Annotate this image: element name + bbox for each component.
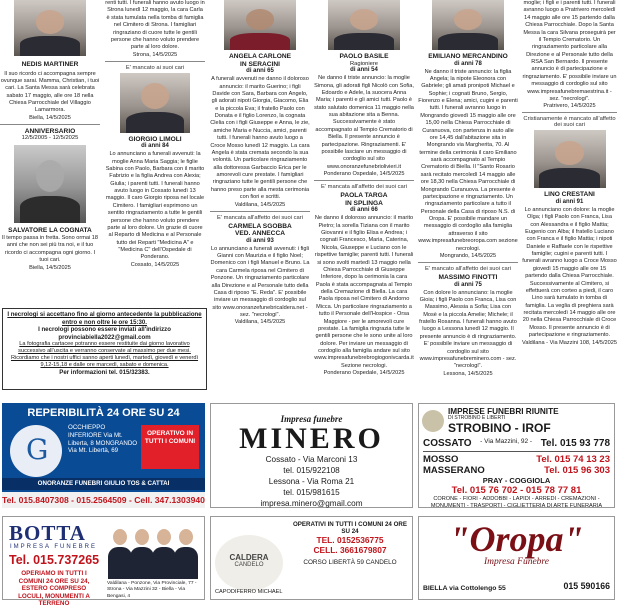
obituary-signature: Valdilana - Via Mazzini 108, 14/5/2025 [522, 339, 617, 346]
ad-strobino-irof[interactable] [418, 403, 615, 508]
anniversary-heading: ANNIVERSARIO [24, 127, 76, 135]
obituary-text: Ne danno il doloroso annuncio: il marito Pietro; la sorella Tiziana con il marito Giovanni e il figlio Elisa e Andrea; i cognati Francesco, Maria, Caterina, Nicola, Giuseppe e Luciano con le rispettive famiglie; parenti tutti. I funerali si sono svolti martedì 13 maggio nella Chiesa Parrocchiale di Giuseppe Inferiore, dopo la cerimonia la cara Paola è stata accompagnata al Tempio della Cremazione di Biella. La cara Paola riposa nel Cimitero di Andorno Micca. Un particolare ringraziamento a tutto il Personale dell'Hospice - Orsa Maggiore - per le amorevoli cure prestate. La famiglia ringrazia tutte le gentili persone che le sono unite al loro dolore. Per inviare un messaggio di cordoglio alla famiglia andare sul sito www.impresafunebrebrogiogonivcarda.it Sezione necrologi. [314, 215, 414, 369]
ad-address: Lessona - Via Roma 21 [268, 477, 355, 487]
portrait-photo [120, 73, 190, 133]
obituary-signature: Strona, 14/5/2025 [132, 51, 178, 58]
ad-address: Valdilana - Ponzone, Via Provinciale, 77 - Strona - Via Mazzini 32 - Biella - Via Bengasi, 4 [107, 581, 197, 599]
obituary-text: Lo annunciano a funerali avvenuti: i figli Gianni con Maurizia e il figlio Noel; Domenico con i figli Manuel e Bruno. La cara Carmela riposa nel Cimitero di Ponzone. Un ringraziamento particolare alla Direzione e al Personale tutto della Casa di riposo "E. Reda". E' possibile inviare un messaggio di cordoglio sul sito www.onoranzefunebricaldera.net - sez. "necrologi". [210, 245, 310, 319]
obituary-column-1 [0, 0, 100, 273]
deceased-age: di anni 75 [454, 281, 482, 288]
obituary-column-2 [105, 0, 205, 270]
obituary-signature: Ponderano Ospedale, 14/5/2025 [323, 171, 405, 178]
ad-services: CORONE - FIORI - ADDOBBI - LAPIDI - ARREDI - CREMAZIONI - MONUMENTI - TRASPORTI - CIGLIETTERIA DI ARTE FUNERARIA [430, 495, 603, 509]
divider [423, 451, 610, 452]
portrait-photo [432, 0, 504, 50]
deceased-name: PAOLA TARGA [340, 192, 388, 200]
ad-address: CORSO LIBERTÀ 59 CANDELO [303, 559, 397, 567]
notice-email: I necrologi possono essere inviati all'indirizzo provinciabiella2022@gmail.com [38, 326, 171, 341]
portrait-photo [224, 0, 296, 50]
ad-botta[interactable] [2, 516, 205, 608]
deceased-age: di anni 78 [454, 60, 482, 67]
obituary-header: E' mancato all'affetto dei suoi cari [425, 265, 511, 272]
ad-badge: OPERATIVO IN TUTTI I COMUNI [141, 425, 199, 469]
obituary-signature: Mongrando, 14/5/2025 [439, 252, 497, 259]
obituary-text: renti tutti. I funerali hanno avuto luogo in Strona lunedì 12 maggio, la cara Carla è stata tumulata nella tomba di famiglia nel Cimitero di Strona. I famigliari ringraziano di cuore tutte le gentili persone che hanno voluto prendere parte al loro dolore. [105, 0, 205, 51]
ad-subtitle: IMPRESA FUNEBRE [10, 544, 98, 550]
deceased-name: MASSIMO FINOTTI [438, 273, 498, 281]
ad-headline: IMPRESE FUNEBRI RIUNITE DI STROBINO E LIBERTI [448, 407, 559, 422]
obituary-text: Ne danno il triste annuncio: la figlia Angela; la nipote Eleonora con Gabriele; gli amati pronipoti Michael e Sophie; i cognati Bruno, Sergio, Fiorenzo e Elena; amici, cugini e parenti tutti. I funerali avranno luogo in Mongrando giovedì 15 maggio alle ore 15,00 nella Chiesa Parrocchiale di Curanuova, con partenza in auto alle ore 14,45 dall'abitazione sita in Mongrando via Margherita, 70. Al termine della cerimonia il caro Emiliano sarà accompagnato al Tempio Crematorio di Biella. Il "Santo Rosario sarà recitato mercoledì 14 maggio alle ore 18,30 nella Chiesa Parrocchiale di Mongrando Curanuova. La presente è partecipazione e ringraziamento. Un ringraziamento particolare a tutto il Personale della Casa di riposo N.S. di Oropa. E' possibile mandare un messaggio di cordoglio alla famiglia attraverso il sito www.impresafunebreoropa.com sezione necrologi. [418, 68, 518, 252]
deceased-age: di anni 65 [246, 68, 274, 75]
ad-oropa[interactable] [418, 516, 615, 600]
obituary-text: Il tempo passa in fretta. Sono ormai 18 anni che non sei più tra noi, e il tuo ricordo ci accompagna ogni giorno. I tuoi cari. [1, 235, 99, 264]
ad-phone: 015 590166 [563, 581, 610, 591]
obituary-signature: Ponderano Ospedale, 14/5/2025 [323, 370, 405, 377]
staff-photo [107, 523, 201, 579]
ad-owner: CAPODIFERRO MICHAEL [215, 589, 283, 595]
notice-phone: Per informazioni tel. 015/32383. [59, 369, 150, 377]
deceased-name: CARMELA SGOBBA [228, 222, 292, 230]
obituary-text: Ne danno il triste annuncio: la moglie Simona, gli adorati figli Nicolò con Sofia, Edoardo e Adele, la suocera Anna Maria; i parenti e gli amici tutti. Paolo è stato salutato domenica 11 maggio nella sua abitazione sita a Benna. Successivamente è stato accompagnato al Tempio Crematorio di Biella. Il presente annuncio è partecipazione. Ringraziamenti. E' possibile lasciare un messaggio di cordoglio sul sito www.onoranzefunebriolivieri.it [314, 75, 414, 170]
deceased-age: di anni 54 [350, 67, 378, 74]
ad-phone: tel. 015/922108 [283, 466, 340, 476]
obituary-header: E' mancata all'affetto dei suoi cari [217, 214, 303, 221]
obituary-column-3 [210, 0, 310, 327]
obituary-text: moglie; i figli e i parenti tutti. I funerali avranno luogo a Pratrivero mercoledì 14 maggio alle ore 15 partendo dalla Chiesa Parrocchiale. Dopo la Santa Messa la cara Silvana proseguirà per il Tempio Crematorio. Un ringraziamento particolare alla Direzione e al Personale tutto della RSA San Bernardo. Il presente annuncio è di partecipazione e ringraziamento. E' possibile inviare un messaggio di cordoglio sul sito www.impresafunebremaestrina.it - sez. "necrologi". [522, 0, 617, 102]
obituary-signature: Biella, 14/5/2025 [29, 264, 71, 271]
anniversary-dates: 12/5/2005 - 12/5/2025 [21, 134, 79, 141]
ad-services: OPERIAMO IN TUTTI I COMUNI 24 ORE SU 24, ESTERO COMPRESO LOCULI, MONUMENTI A TERRENO [18, 570, 90, 608]
ad-phone: Tel. 015.737265 [9, 553, 100, 567]
obituary-text: A funerali avvenuti ne danno il doloroso annuncio: il marito Guerino; i figli Davide con Sara, Barbara con Angelo, gli adorati nipoti Giorgia, Giacomo, Elia e la piccola Eva; il fratello Paolo con Donata e il figlio Lorenzo, la cognata Clelia con i figli Giuseppe e Anna, le zie, amiche Maria e Nuccia, amici, parenti tutti. I funerali hanno avuto luogo a Croce Mosso lunedì 12 maggio. La cara Angela è stata cremata secondo la sua volontà. Un particolare ringraziamento alla dottoressa Garbaccio Erica per le amorevoli cure prestate. I famigliari ringraziano tutte le gentili persone che hanno preso parte alla mesta cerimonia con fiori e scritti. [210, 76, 310, 201]
ad-location-row: MOSSO Tel. 015 74 13 23 [423, 453, 610, 465]
obituary-header: E' mancata all'affetto dei suoi cari [321, 184, 407, 191]
ad-phone: tel. 015/981615 [283, 488, 340, 498]
ad-email: impresa.minero@gmail.com [260, 499, 363, 509]
ad-subtitle: Impresa Funebre [484, 557, 549, 567]
deceased-age: di anni 84 [141, 143, 169, 150]
deceased-name: EMILIANO MERCANDINO [428, 53, 508, 60]
notice-photos: La fotografia cartacee potranno essere restituite dai giorno lavorativo successivo all'uscita e verranno conservate al massimo per due mesi. Ricordiamo che i nostri uffici sanno aperti lunedì, martedì, giovedì e venerdì 9,12-15,18 e dalle ore marcedì, sabato e domenica. [10, 341, 199, 369]
ad-company-name: "Oropa" [449, 519, 584, 559]
obituary-signature: Valdilana, 14/5/2025 [234, 319, 286, 326]
notice-deadline: I necrologi si accettano fino al giorno antecedente la pubblicazione entro e non oltre le ore 15:30. [7, 311, 202, 326]
obituary-text: Il suo ricordo ci accompagna sempre ovunque sarai. Mamma, Christian, i tuoi cari. La Santa Messa sarà celebrata sabato 17 maggio, alle ore 18 nella Chiesa Parrocchiale del Villaggio Lamarmora. [0, 70, 100, 114]
divider [210, 211, 310, 212]
ad-headline: OPERATIVI IN TUTTI I COMUNI 24 ORE SU 24 [292, 521, 408, 535]
deceased-name: GIORGIO LIMOLI [128, 135, 182, 143]
ad-phone: CELL. 3661679807 [313, 545, 387, 556]
divider [314, 180, 414, 181]
obituary-header: E' mancato ai suoi cari [125, 64, 185, 71]
logo-icon: G [10, 425, 62, 477]
divider [418, 262, 518, 263]
portrait-photo [534, 130, 606, 188]
obituary-signature: Pratrivero, 14/5/2025 [543, 103, 596, 110]
ad-location-row: PRAY - COGGIOLA [482, 475, 551, 485]
deceased-title: Ragioniere [349, 60, 379, 67]
ad-address: BIELLA via Cottolengo 55 [423, 585, 506, 592]
obituary-text: Lo annunciano a funerali avvenuti: la moglie Anna Maria Saggia; le figlie Sabina con Paolo, Barbara con il marito Fabrizio e la figlia Andrea con Alexia; Giulia; i parenti tutti. I funerali hanno avuto luogo in Cossato lunedì 13 maggio. Il caro Giorgio riposa nel locale Cimitero. I famigliari esprimono un sentito ringraziamento a tutte le gentili persone che hanno voluto prendere parte al loro dolore. Un grazie di cuore al Reparto di Medicina e al Personale tutto dei Reparti "Medicina A" e "Medicina C" dell'Ospedale di Ponderano. [105, 151, 205, 261]
ad-phone: Tel. 015.8407308 - 015.2564509 - Cell. 347.1303940 [2, 492, 205, 508]
deceased-age: di anni 93 [246, 237, 274, 244]
ad-phone: TEL. 0152536775 [316, 535, 384, 545]
obituary-signature: Cossato, 14/5/2025 [130, 261, 180, 268]
portrait-photo [14, 145, 86, 223]
ad-locations: OCCHIEPPO INFERIORE Via Mt. Liberta, 8 MONGRANDO Via Mt. Libertà, 69 [68, 424, 138, 455]
deceased-name: NEDIS MARTINER [21, 61, 79, 68]
ad-tos-cattai[interactable] [2, 403, 205, 508]
obituary-column-4 [314, 0, 414, 378]
deceased-age: di anni 66 [350, 207, 378, 214]
obituary-column-6 [522, 0, 617, 348]
ad-address: Cossato - Via Marconi 13 [265, 455, 358, 464]
submission-notice [2, 308, 207, 390]
divider [0, 124, 100, 125]
deceased-name: LINO CRESTANI [544, 191, 595, 199]
ad-subtitle: Impresa funebre [280, 414, 343, 424]
ad-caldera[interactable] [210, 516, 413, 600]
obituary-text: Lo annunciano con dolore: la moglie Olga; i figli Paolo con Franca, Lisa con Alessandra e il figlio Mattia; Eugenio con Alba; il fratello Luciano con Franca e il figlio Mattia; i nipoti Daniele e Raffaele con le rispettive famiglie; cugini e parenti tutti. I funerali avranno luogo a Croce Mosso giovedì 15 maggio alle ore 15 partendo dalla Chiesa Parrocchiale. Successivamente al Cimitero, si effettuerà con corteo a piedi, il caro Lino sarà tumulato in tomba di famiglia. La veglia di preghiera sarà recitata mercoledì 14 maggio alle ore 20 nella Chiesa Parrocchiale di Croce Mosso. Il presente annuncio è di partecipazione e ringraziamento. [522, 206, 617, 339]
deceased-name: PAOLO BASILE [339, 53, 389, 60]
ad-company-name: CALDERA CANDELO [229, 553, 269, 568]
obituary-signature: Valdilana, 14/5/2025 [234, 201, 286, 208]
divider [522, 112, 617, 113]
deceased-surname: VED. ANNECCA [235, 230, 285, 238]
obituary-signature: Biella, 14/5/2025 [29, 114, 71, 121]
ad-company-name: ONORANZE FUNEBRI GIULIO TOS & CATTAI [2, 478, 205, 490]
ad-phone: Tel. 015 76 702 - 015 78 77 81 [451, 484, 582, 496]
ad-minero[interactable] [210, 403, 413, 508]
divider [105, 61, 205, 62]
obituary-text: Con dolore lo annunciano: la moglie Gioia; i figli Paolo con Franca, Lisa con Massimo, Alessia a Sofia; Lisa con Mosè e la piccola Amelie; Michele; il fratello Rosanna. I funerali hanno avuto luogo a Lessona lunedì 12 maggio. Il presente annuncio è di ringraziamento. E' possibile inviare un messaggio di cordoglio sul sito www.impresafunebreminero.com - sez. "necrologi". [419, 289, 517, 370]
portrait-photo [14, 0, 86, 56]
ad-company-name: STROBINO - IROF [448, 420, 551, 435]
deceased-age: di anni 91 [555, 198, 584, 205]
ad-company-name: MINERO [239, 422, 384, 455]
obituary-header: Cristianamente è mancato all'affetto dei suoi cari [523, 116, 616, 129]
obituary-signature: Lessona, 14/5/2025 [443, 370, 493, 377]
portrait-photo [328, 0, 400, 50]
ad-location-row: MASSERANO Tel. 015 96 303 [423, 464, 610, 476]
ad-location-row: COSSATO - Via Mazzini, 92 - Tel. 015 93 778 [423, 437, 610, 449]
ad-headline: REPERIBILITÀ 24 ORE SU 24 [27, 407, 180, 419]
deceased-surname: IN SERACINI [240, 60, 280, 68]
ad-logo: BOTTA [9, 521, 86, 545]
emblem-icon [422, 410, 444, 432]
deceased-surname: IN SPLINGA [345, 199, 383, 207]
obituary-column-5 [418, 0, 518, 379]
deceased-name: ANGELA CARLONE [228, 53, 292, 60]
deceased-name: SALVATORE LA COGNATA [8, 227, 92, 235]
